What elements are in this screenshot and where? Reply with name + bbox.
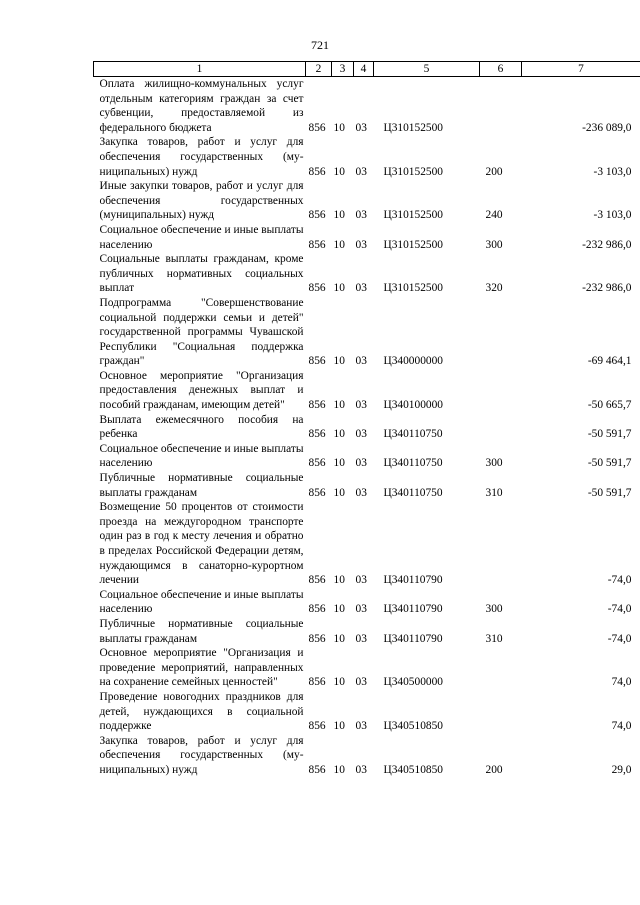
- row-expense-type: 300: [485, 457, 503, 470]
- table-row: [94, 135, 640, 179]
- row-name: Публичные нормативные социальные выплаты гражданам: [99, 617, 304, 645]
- table-row: [94, 734, 640, 778]
- row-subsection-code: 03: [355, 165, 367, 178]
- row-amount: -232 986,0: [582, 282, 632, 295]
- row-name: Оплата жилищно-коммунальных услуг отдельным категориям граждан за счет субвенции, предоставляемой из федерального бюджета: [99, 78, 304, 134]
- row-section-code: 10: [333, 676, 345, 689]
- row-name: Возмещение 50 процентов от стоимости проезда на междугородном транспорте один раз в год к месту лечения и обратно в пределах Российской Федерации детям, нуждающимся в санаторно-курортном лечении: [99, 501, 304, 587]
- row-grbs-code: 856: [308, 720, 326, 733]
- row-name: Социальные выплаты гражданам, кроме публичных нормативных социальных выплат: [99, 253, 304, 295]
- row-section-code: 10: [333, 355, 345, 368]
- header-col-1: 1: [94, 62, 306, 77]
- row-target-article: Ц340110750: [383, 486, 443, 499]
- header-col-6: 6: [480, 62, 522, 77]
- row-section-code: 10: [333, 238, 345, 251]
- row-name: Проведение новогодних праздников для детей, нуждающихся в социальной поддержке: [99, 690, 304, 733]
- row-amount: -232 986,0: [582, 238, 632, 251]
- row-expense-type: 310: [485, 486, 503, 499]
- row-amount: -74,0: [607, 632, 632, 645]
- row-expense-type: 200: [485, 165, 503, 178]
- row-expense-type: 300: [485, 603, 503, 616]
- row-name: Социальное обеспечение и иные выплаты населению: [99, 223, 304, 251]
- row-section-code: 10: [333, 282, 345, 295]
- row-expense-type: [480, 500, 522, 588]
- row-grbs-code: 856: [308, 486, 326, 499]
- table-row: [94, 77, 640, 136]
- row-grbs-code: 856: [308, 165, 326, 178]
- row-target-article: Ц340110790: [383, 603, 443, 616]
- row-amount: -74,0: [607, 603, 632, 616]
- table-body: [94, 77, 640, 778]
- table-row: [94, 617, 640, 646]
- row-target-article: Ц310152500: [383, 282, 443, 295]
- row-subsection-code: 03: [355, 399, 367, 412]
- header-col-5: 5: [374, 62, 480, 77]
- table-row: [94, 471, 640, 500]
- row-expense-type: 240: [485, 209, 503, 222]
- table-row: [94, 179, 640, 223]
- budget-table: [93, 61, 640, 778]
- row-subsection-code: 03: [355, 238, 367, 251]
- row-expense-type: 300: [485, 238, 503, 251]
- row-target-article: Ц340000000: [383, 355, 443, 368]
- row-target-article: Ц340110790: [383, 574, 443, 587]
- row-target-article: Ц340510850: [383, 720, 443, 733]
- row-grbs-code: 856: [308, 763, 326, 776]
- row-section-code: 10: [333, 428, 345, 441]
- row-name: Подпрограмма "Совершенствование социальной поддержки семьи и детей" государственной программы Чувашской Республики "Социальная поддержка граждан": [99, 296, 304, 368]
- row-section-code: 10: [333, 209, 345, 222]
- table-row: [94, 690, 640, 734]
- row-grbs-code: 856: [308, 121, 326, 134]
- header-col-4: 4: [354, 62, 374, 77]
- row-target-article: Ц340510850: [383, 763, 443, 776]
- row-target-article: Ц340110750: [383, 428, 443, 441]
- row-amount: -74,0: [607, 574, 632, 587]
- table-row: [94, 413, 640, 442]
- row-subsection-code: 03: [355, 720, 367, 733]
- table-row: [94, 369, 640, 413]
- row-name: Закупка товаров, работ и услуг для обеспечения государственных (муниципальных) нужд: [99, 136, 304, 178]
- row-amount: -236 089,0: [582, 121, 632, 134]
- row-name: Социальное обеспечение и иные выплаты населению: [99, 588, 304, 616]
- row-expense-type: [480, 296, 522, 369]
- row-grbs-code: 856: [308, 399, 326, 412]
- row-grbs-code: 856: [308, 457, 326, 470]
- row-target-article: Ц310152500: [383, 165, 443, 178]
- row-subsection-code: 03: [355, 603, 367, 616]
- table-row: [94, 252, 640, 296]
- table-row: [94, 296, 640, 369]
- row-grbs-code: 856: [308, 603, 326, 616]
- row-subsection-code: 03: [355, 457, 367, 470]
- row-target-article: Ц340500000: [383, 676, 443, 689]
- row-subsection-code: 03: [355, 676, 367, 689]
- row-name: Выплата ежемесячного пособия на ребенка: [99, 413, 304, 441]
- row-name: Закупка товаров, работ и услуг для обеспечения государственных (муниципальных) нужд: [99, 734, 304, 776]
- row-target-article: Ц340100000: [383, 399, 443, 412]
- row-amount: -3 103,0: [593, 209, 632, 222]
- row-grbs-code: 856: [308, 355, 326, 368]
- table-row: [94, 442, 640, 471]
- row-target-article: Ц340110750: [383, 457, 443, 470]
- row-name: Публичные нормативные социальные выплаты гражданам: [99, 472, 304, 499]
- row-section-code: 10: [333, 165, 345, 178]
- row-amount: -50 591,7: [587, 457, 632, 470]
- row-subsection-code: 03: [355, 121, 367, 134]
- row-expense-type: [480, 690, 522, 734]
- row-grbs-code: 856: [308, 282, 326, 295]
- row-target-article: Ц310152500: [383, 121, 443, 134]
- table-row: [94, 223, 640, 252]
- row-amount: -50 591,7: [587, 486, 632, 499]
- row-amount: 74,0: [611, 676, 632, 689]
- row-section-code: 10: [333, 121, 345, 134]
- row-amount: -50 665,7: [587, 399, 632, 412]
- row-amount: -50 591,7: [587, 428, 632, 441]
- row-section-code: 10: [333, 457, 345, 470]
- row-expense-type: [480, 646, 522, 690]
- row-amount: -69 464,1: [587, 355, 632, 368]
- header-col-7: 7: [522, 62, 640, 77]
- row-target-article: Ц310152500: [383, 238, 443, 251]
- row-section-code: 10: [333, 486, 345, 499]
- row-expense-type: [480, 369, 522, 413]
- row-grbs-code: 856: [308, 238, 326, 251]
- table-row: [94, 588, 640, 617]
- row-subsection-code: 03: [355, 355, 367, 368]
- row-subsection-code: 03: [355, 632, 367, 645]
- row-name: Социальное обеспечение и иные выплаты населению: [99, 442, 304, 470]
- page-number: 721: [311, 38, 329, 52]
- row-section-code: 10: [333, 763, 345, 776]
- row-grbs-code: 856: [308, 209, 326, 222]
- row-target-article: Ц340110790: [383, 632, 443, 645]
- row-expense-type: 310: [485, 632, 503, 645]
- row-name: Иные закупки товаров, работ и услуг для обеспечения государственных (муниципальных) нужд: [99, 180, 304, 222]
- row-grbs-code: 856: [308, 632, 326, 645]
- row-grbs-code: 856: [308, 676, 326, 689]
- row-amount: 29,0: [611, 763, 632, 776]
- header-row: [94, 62, 640, 77]
- row-expense-type: 200: [485, 763, 503, 776]
- row-expense-type: [480, 77, 522, 136]
- row-section-code: 10: [333, 603, 345, 616]
- row-section-code: 10: [333, 399, 345, 412]
- row-subsection-code: 03: [355, 574, 367, 587]
- row-target-article: Ц310152500: [383, 209, 443, 222]
- row-name: Основное мероприятие "Организация и проведение мероприятий, направленных на сохранение семейных ценностей": [99, 647, 304, 689]
- row-amount: 74,0: [611, 720, 632, 733]
- row-section-code: 10: [333, 632, 345, 645]
- header-col-2: 2: [306, 62, 332, 77]
- row-section-code: 10: [333, 574, 345, 587]
- row-name: Основное мероприятие "Организация предоставления денежных выплат и пособий гражданам, имеющим детей": [99, 369, 304, 412]
- row-subsection-code: 03: [355, 486, 367, 499]
- row-subsection-code: 03: [355, 763, 367, 776]
- table-row: [94, 500, 640, 588]
- row-subsection-code: 03: [355, 428, 367, 441]
- row-expense-type: 320: [485, 282, 503, 295]
- table-header: [94, 62, 640, 77]
- row-expense-type: [480, 413, 522, 442]
- row-amount: -3 103,0: [593, 165, 632, 178]
- row-section-code: 10: [333, 720, 345, 733]
- header-col-3: 3: [332, 62, 354, 77]
- row-grbs-code: 856: [308, 428, 326, 441]
- row-grbs-code: 856: [308, 574, 326, 587]
- row-subsection-code: 03: [355, 209, 367, 222]
- table-row: [94, 646, 640, 690]
- row-subsection-code: 03: [355, 282, 367, 295]
